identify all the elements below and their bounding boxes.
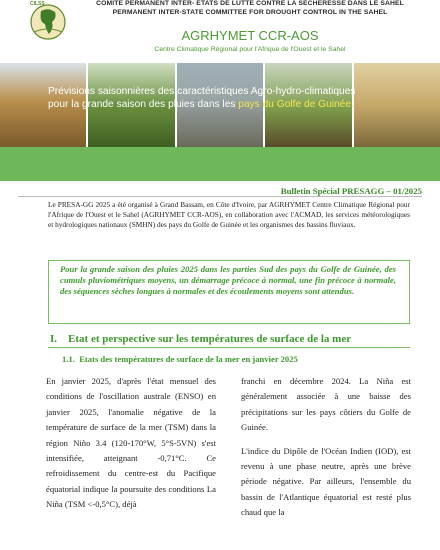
section-rule [48, 347, 410, 348]
section-heading [50, 333, 351, 345]
subsection-heading [62, 354, 298, 364]
cilss-logo [28, 2, 68, 48]
banner-caption-line2 [48, 99, 354, 110]
photo-wildfire [354, 63, 440, 147]
body-paragraph: franchi en décembre 2024. La Niña est généralement associée à une baisse des précipitations sur les pays côtiers du Golfe de Guinée. [241, 376, 411, 433]
section-title: Etat et perspective sur les températures de surface de la mer [68, 333, 352, 345]
bulletin-id: Bulletin Spécial PRESAGG – 01/2025 [280, 186, 422, 196]
banner [0, 63, 440, 181]
caption-highlight: pays du Golfe de Guinée. [238, 99, 354, 110]
body-paragraph: L'indice du Dipôle de l'Océan Indien (IOD), est revenu à une phase neutre, après une brève période négative. Par ailleurs, l'ensemble du bassin de l'Atlantique équatorial est resté plus chaud que la [241, 445, 411, 518]
subsection-title: Etats des températures de surface de la mer en janvier 2025 [79, 354, 298, 364]
column-left [46, 374, 216, 521]
banner-caption-bar [0, 147, 440, 181]
caption-prefix: pour la grande saison des pluies dans les [48, 99, 239, 110]
divider [18, 196, 422, 197]
org-title: AGRHYMET CCR-AOS [181, 28, 319, 43]
subsection-number: 1.1. [62, 354, 75, 364]
header-line-fr: COMITE PERMANENT INTER- ETATS DE LUTTE CONTRE LA SECHERESSE DANS LE SAHEL [96, 0, 404, 7]
callout-text: Pour la grande saison des pluies 2025 dans les parties Sud des pays du Golfe de Guinée, des cumuls pluviométriques moyens, un démarrage précoce à normal, une fin précoce à normale, des séquences sèches longues à normales et des écoulements moyens sont attendus. [60, 264, 396, 297]
banner-caption-line1: Prévisions saisonnières des caractéristiques Agro-hydro-climatiques [48, 86, 356, 97]
intro-paragraph: Le PRESA-GG 2025 a été organisé à Grand Bassam, en Côte d'Ivoire, par AGRHYMET Centre Climatique Régional pour l'Afrique de l'Ouest et le Sahel (AGRHYMET CCR-AOS), en collaboration avec l'ACMAD, les services météorologiques et hydrologiques nationaux (SMHN) des pays du Golfe de Guinée et les organismes des bassins fluviaux. [48, 200, 410, 229]
logo-text: CILSS [30, 1, 45, 7]
header-line-en: PERMANENT INTER-STATE COMMITTEE FOR DROUGHT CONTROL IN THE SAHEL [112, 9, 388, 16]
column-right [241, 374, 411, 529]
org-subtitle: Centre Climatique Régional pour l'Afrique de l'Ouest et le Sahel [154, 46, 346, 53]
section-number: I. [50, 333, 58, 345]
body-paragraph: En janvier 2025, d'après l'état mensuel des conditions de l'oscillation australe (ENSO) en janvier 2025, l'anomalie négative de la température de surface de la mer (TSM) dans la région Niño 3.4 (120-170°W, 5°S-5VN) s'est intensifiée, atteignant -0,71°C. Ce refroidissement du centre-est du Pacifique équatorial indique la poursuite des conditions La Niña (TSM <-0,5°C), déjà [46, 376, 216, 510]
